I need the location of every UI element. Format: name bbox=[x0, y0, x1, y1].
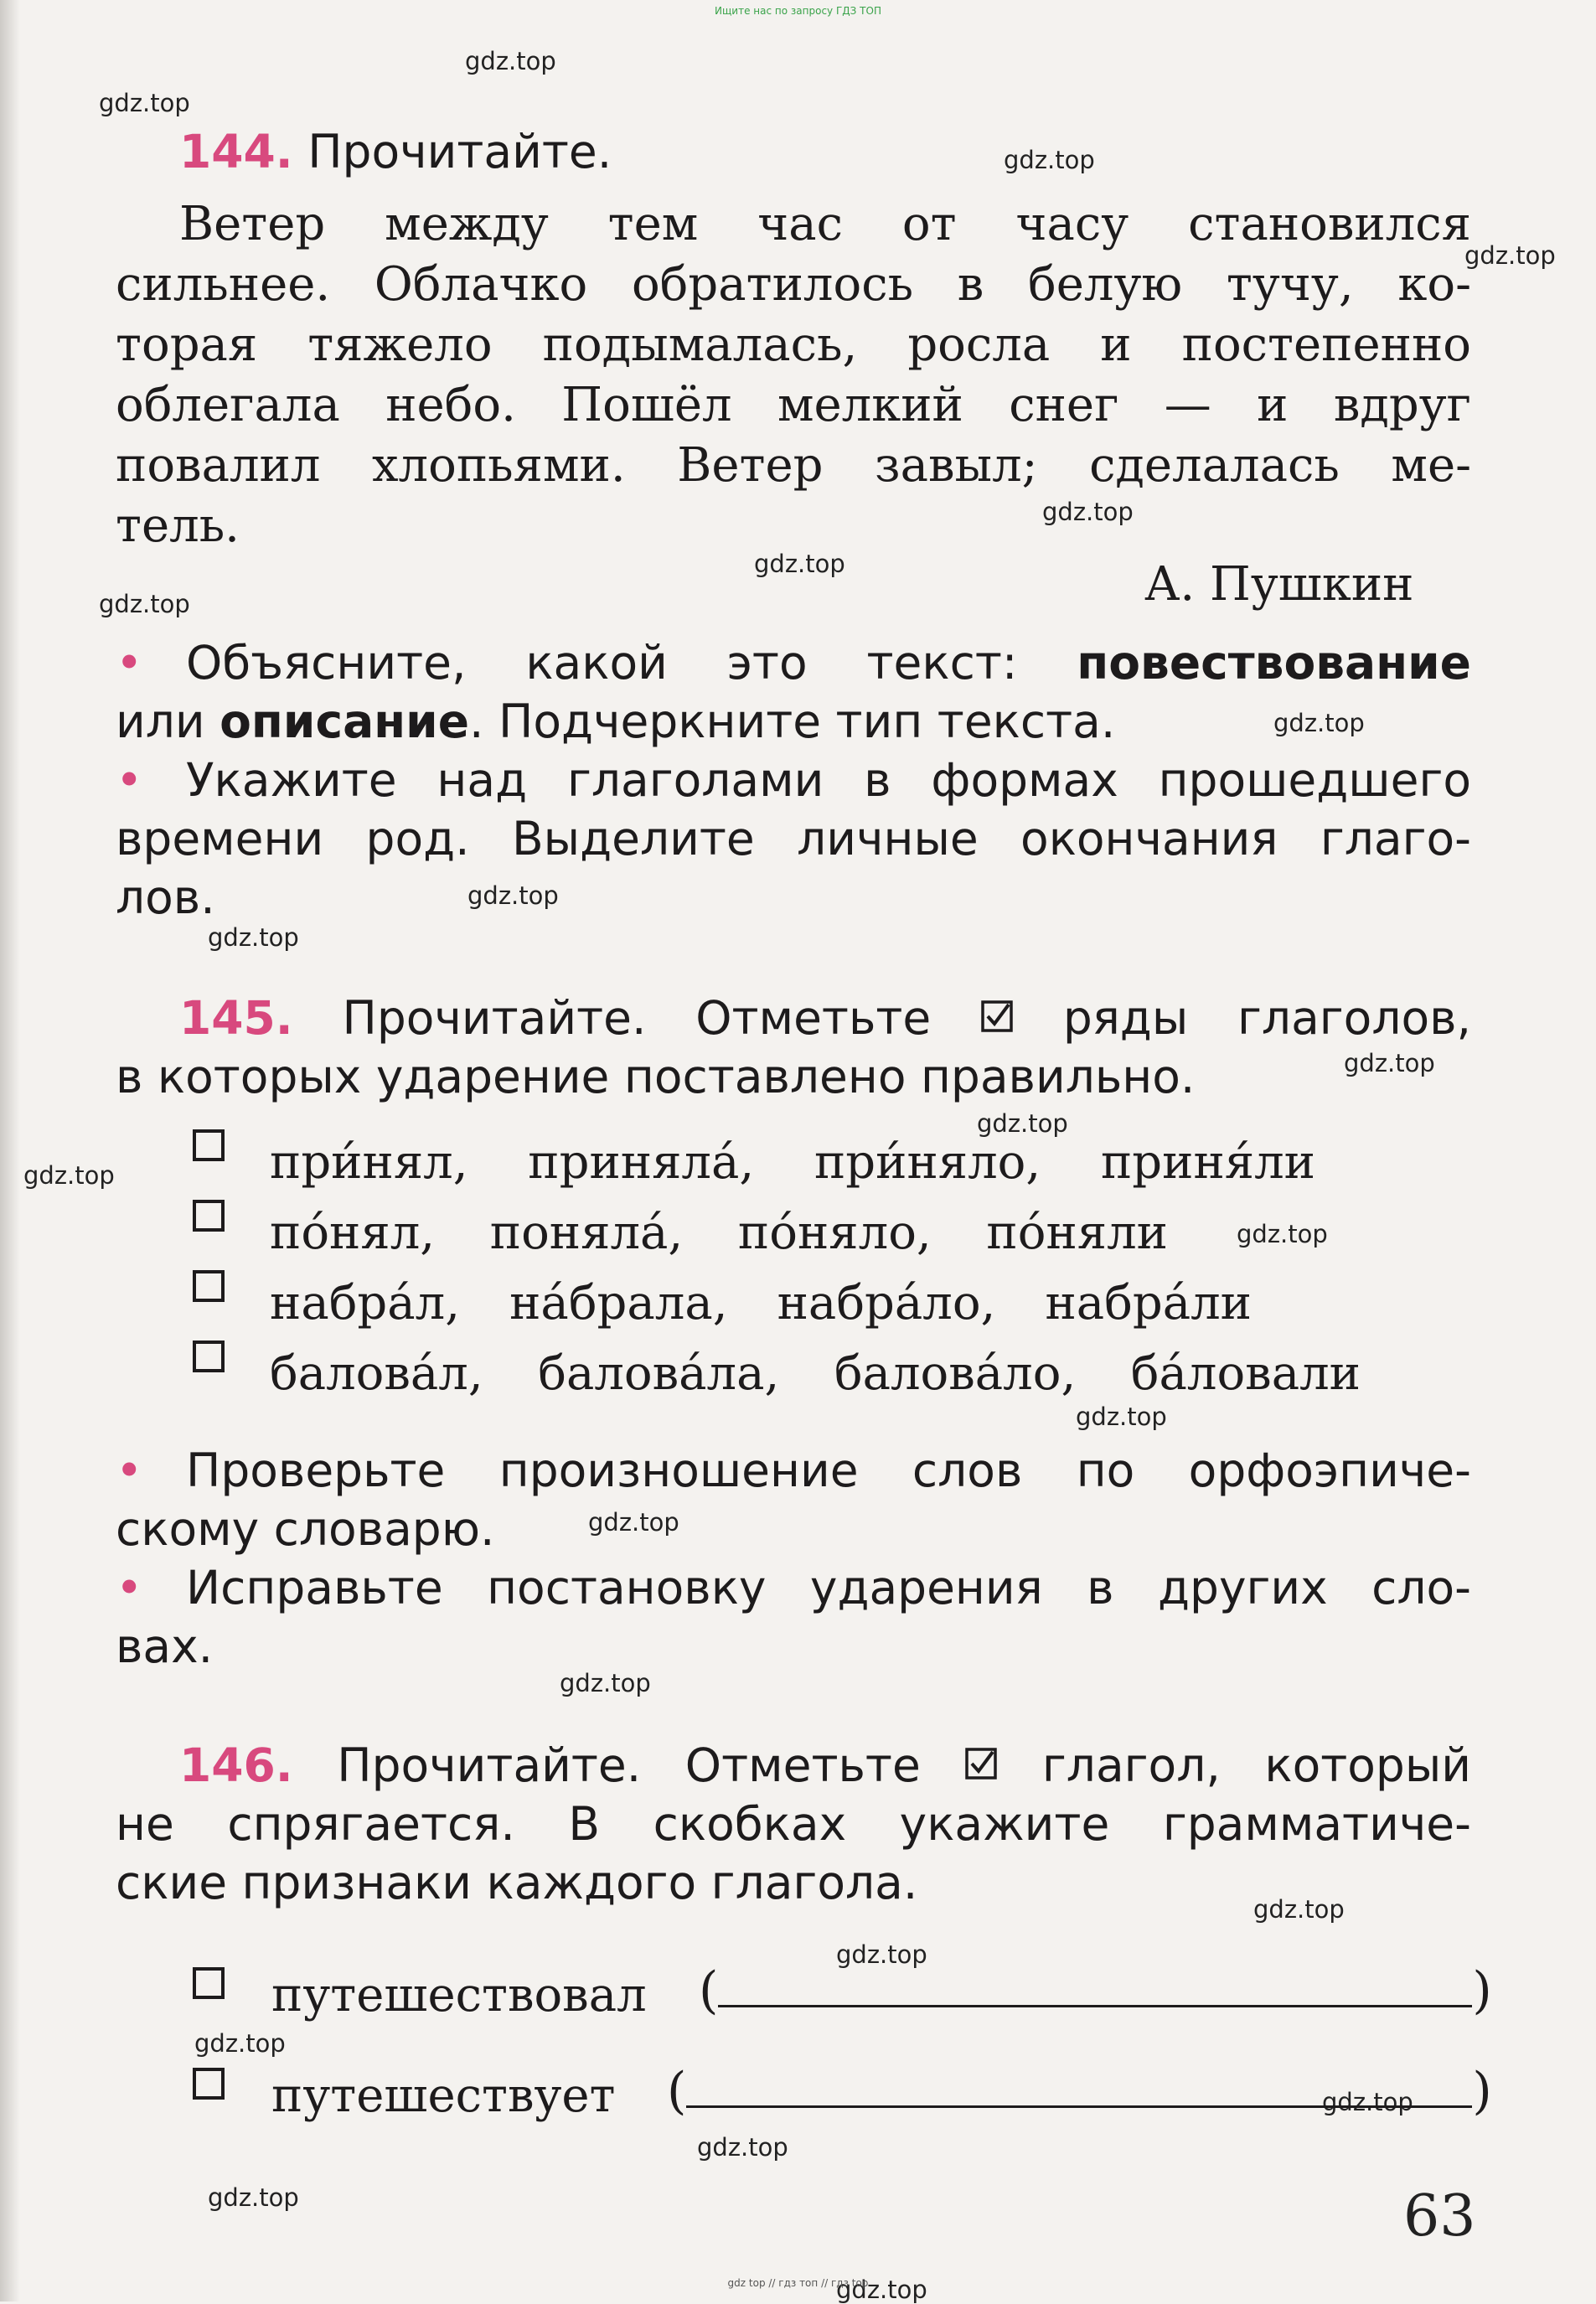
watermark: gdz.top bbox=[1237, 1220, 1328, 1248]
option-text: путешествует bbox=[271, 2069, 616, 2123]
exercise-title: Прочитайте. Отметьте bbox=[337, 1738, 921, 1792]
text-line: сильнее. Облачко обратилось в белую тучу, ко- bbox=[116, 257, 1471, 312]
watermark: gdz.top bbox=[99, 89, 190, 117]
exercise-number: 144. bbox=[179, 125, 293, 178]
top-note: Ищите нас по запросу ГДЗ ТОП bbox=[715, 5, 881, 17]
option-row[interactable] bbox=[193, 1133, 253, 1165]
exercise-title: Прочитайте. Отметьте bbox=[342, 991, 932, 1045]
watermark: gdz.top bbox=[754, 550, 845, 578]
watermark: gdz.top bbox=[1322, 2088, 1413, 2116]
watermark: gdz.top bbox=[977, 1109, 1068, 1138]
exercise-title: глагол, который bbox=[1041, 1738, 1472, 1792]
checkbox-checked-icon bbox=[980, 1000, 1014, 1033]
task-text: Объясните, какой это текст: bbox=[186, 636, 1018, 690]
watermark: gdz.top bbox=[208, 2183, 299, 2212]
bullet-icon: • bbox=[116, 636, 143, 690]
task-bold: описание bbox=[220, 695, 470, 748]
task-text: . Подчеркните тип текста. bbox=[469, 695, 1116, 748]
option-row[interactable] bbox=[193, 1971, 253, 2002]
option-text: балова́л, балова́ла, балова́ло, ба́ловали bbox=[270, 1346, 1361, 1401]
task-fix bbox=[116, 1558, 1471, 1617]
author: А. Пушкин bbox=[1144, 557, 1414, 612]
option-row[interactable] bbox=[193, 2071, 253, 2103]
watermark: gdz.top bbox=[697, 2133, 788, 2162]
option-text: путешествовал bbox=[271, 1968, 647, 2022]
watermark: gdz.top bbox=[194, 2029, 286, 2058]
page-edge-shadow bbox=[0, 0, 20, 2301]
text-line: тель. bbox=[116, 499, 240, 553]
exercise-title: Прочитайте. bbox=[307, 125, 612, 178]
task-text: времени род. Выделите личные окончания глаго- bbox=[116, 812, 1471, 865]
checkbox[interactable] bbox=[193, 1200, 225, 1232]
task-text: Проверьте произношение слов по орфоэпиче- bbox=[186, 1444, 1471, 1497]
watermark: gdz.top bbox=[1042, 498, 1134, 526]
option-row[interactable] bbox=[193, 1203, 253, 1235]
option-text: набра́л, на́брала, набра́ло, набра́ли bbox=[270, 1276, 1252, 1330]
watermark: gdz.top bbox=[1344, 1049, 1435, 1077]
option-row[interactable] bbox=[193, 1344, 253, 1376]
task-explain-cont bbox=[116, 692, 1115, 751]
watermark: gdz.top bbox=[836, 2276, 927, 2304]
watermark: gdz.top bbox=[1004, 146, 1095, 174]
watermark: gdz.top bbox=[99, 590, 190, 618]
watermark: gdz.top bbox=[23, 1161, 115, 1190]
bullet-icon: • bbox=[116, 1444, 143, 1497]
watermark: gdz.top bbox=[1464, 241, 1556, 270]
watermark: gdz.top bbox=[1253, 1895, 1345, 1924]
watermark: gdz.top bbox=[208, 923, 299, 952]
bottom-note: gdz top // гдз топ // гдз top bbox=[727, 2277, 869, 2289]
text-line: Ветер между тем час от часу становился bbox=[179, 197, 1471, 251]
task-gender bbox=[116, 751, 1471, 809]
answer-field[interactable]: ( ) bbox=[667, 2062, 1492, 2121]
task-check bbox=[116, 1441, 1471, 1500]
text-line: в которых ударение поставлено правильно. bbox=[116, 1050, 1196, 1103]
bullet-icon: • bbox=[116, 1561, 143, 1614]
exercise-144-header bbox=[179, 122, 612, 181]
exercise-145-header bbox=[179, 989, 1471, 1047]
watermark: gdz.top bbox=[836, 1940, 927, 1969]
task-text: Укажите над глаголами в формах прошедшего bbox=[186, 753, 1471, 807]
task-explain bbox=[116, 633, 1471, 692]
watermark: gdz.top bbox=[1273, 709, 1365, 737]
watermark: gdz.top bbox=[560, 1669, 651, 1697]
task-bold: повествование bbox=[1077, 636, 1471, 690]
option-text: при́нял, приняла́, при́няло, приня́ли bbox=[270, 1135, 1315, 1190]
task-text: вах. bbox=[116, 1620, 214, 1673]
checkbox[interactable] bbox=[193, 2068, 225, 2100]
option-text: по́нял, поняла́, по́няло, по́няли bbox=[270, 1206, 1168, 1260]
page-number: 63 bbox=[1403, 2183, 1476, 2250]
checkbox[interactable] bbox=[193, 1129, 225, 1161]
task-text: лов. bbox=[116, 870, 215, 924]
watermark: gdz.top bbox=[588, 1508, 679, 1537]
checkbox[interactable] bbox=[193, 1967, 225, 1999]
text-line: торая тяжело подымалась, росла и постепенно bbox=[116, 318, 1471, 372]
text-line: не спрягается. В скобках укажите грамматиче- bbox=[116, 1797, 1471, 1851]
text-line: облегала небо. Пошёл мелкий снег — и вдруг bbox=[116, 378, 1471, 432]
exercise-number: 146. bbox=[179, 1738, 293, 1792]
text-line: повалил хлопьями. Ветер завыл; сделалась ме- bbox=[116, 438, 1471, 493]
answer-field[interactable]: ( ) bbox=[699, 1961, 1492, 2020]
exercise-title: ряды глаголов, bbox=[1062, 991, 1472, 1045]
watermark: gdz.top bbox=[465, 47, 556, 75]
text-line: ские признаки каждого глагола. bbox=[116, 1856, 918, 1909]
task-text: или bbox=[116, 695, 205, 748]
exercise-146-header bbox=[179, 1736, 1471, 1795]
bullet-icon: • bbox=[116, 753, 143, 807]
exercise-number: 145. bbox=[179, 991, 293, 1045]
task-text: Исправьте постановку ударения в других сло- bbox=[186, 1561, 1471, 1614]
checkbox[interactable] bbox=[193, 1270, 225, 1302]
option-row[interactable] bbox=[193, 1273, 253, 1305]
checkbox-checked-icon bbox=[964, 1747, 998, 1780]
task-text: скому словарю. bbox=[116, 1502, 495, 1556]
watermark: gdz.top bbox=[467, 881, 559, 910]
watermark: gdz.top bbox=[1076, 1403, 1167, 1431]
checkbox[interactable] bbox=[193, 1341, 225, 1372]
